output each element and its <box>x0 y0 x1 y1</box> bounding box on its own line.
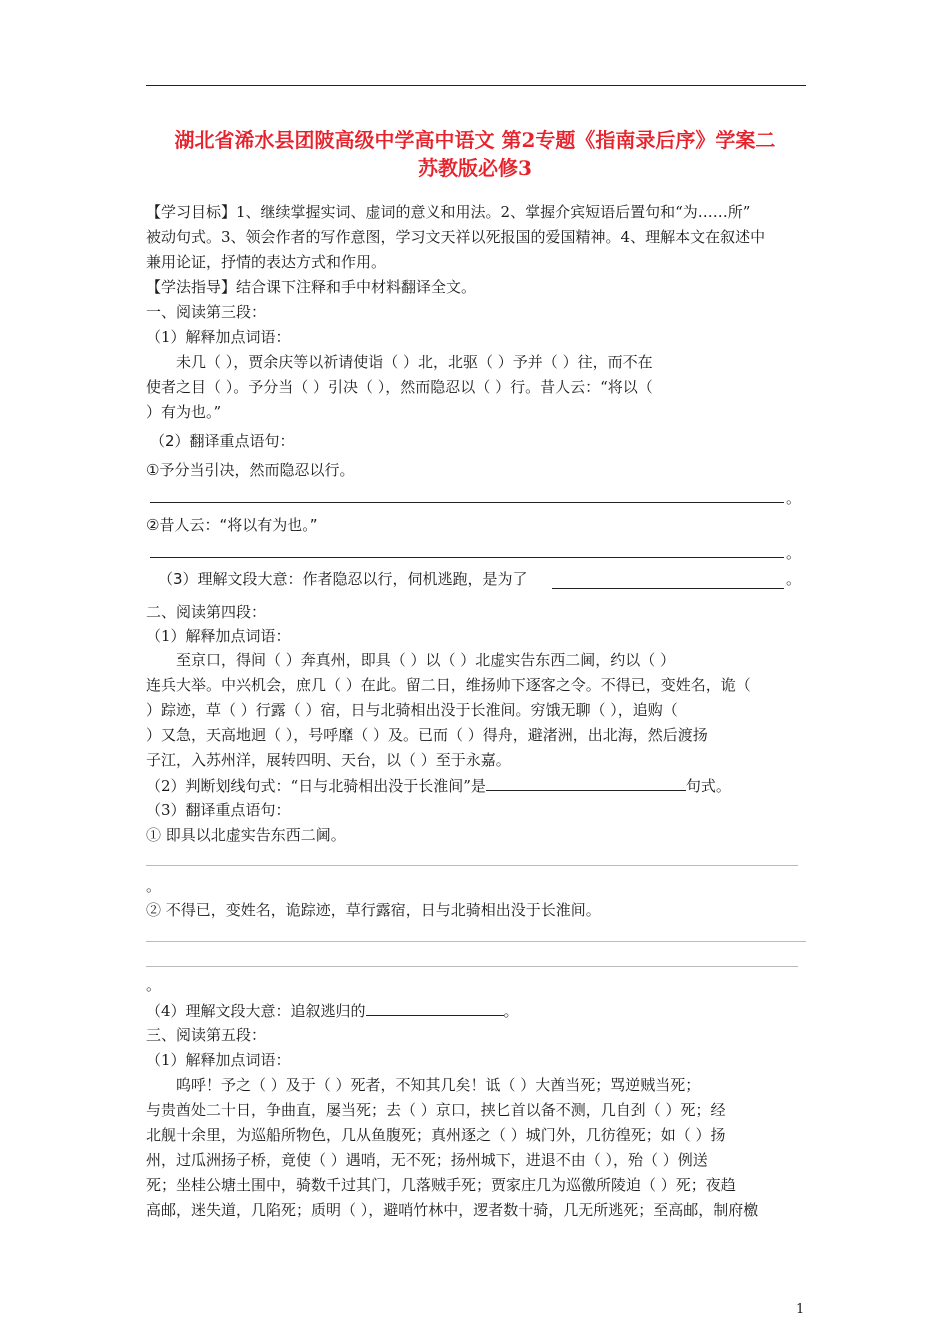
end-mark: 。 <box>786 489 802 507</box>
section1-sentence2: ②昔人云：“将以有为也。” <box>146 516 318 534</box>
section2-sentence1: ① 即具以北虚实告东西二阃。 <box>146 826 346 844</box>
section2-q3: （3）翻译重点语句： <box>146 801 291 819</box>
page-title-line1: 湖北省浠水县团陂高级中学高中语文 第2专题《指南录后序》学案二 <box>174 128 776 152</box>
end-mark: 。 <box>146 877 162 895</box>
end-mark: 。 <box>146 976 162 994</box>
section2-q2 <box>146 774 731 797</box>
section3-passage-line3: 北舰十余里，为巡船所物色，几从鱼腹死；真州逐之（ ）城门外，几彷徨死；如（ ）扬 <box>146 1126 726 1144</box>
section2-passage-line5: 子江，入苏州洋，展转四明、天台，以（ ）至于永嘉。 <box>146 751 511 769</box>
end-mark: 。 <box>503 1002 519 1020</box>
answer-line[interactable] <box>146 865 798 866</box>
learning-goals-line3: 兼用论证，抒情的表达方式和作用。 <box>146 253 387 271</box>
section1-q3: （3）理解文段大意：作者隐忍以行，伺机逃跑，是为了 <box>158 570 528 588</box>
section2-passage-line4: ）又急，天高地迥（ ），号呼靡（ ）及。已而（ ）得舟，避渚洲，出北海，然后渡扬 <box>146 726 708 744</box>
section1-heading: 一、阅读第三段： <box>146 303 267 321</box>
section2-q4 <box>146 999 519 1022</box>
section1-passage-line3: ）有为也。” <box>146 403 222 421</box>
section2-passage-line2: 连兵大举。中兴机会，庶几（ ）在此。留二日，维扬帅下逐客之令。不得已，变姓名，诡（ <box>146 676 751 694</box>
page-number: 1 <box>796 1302 805 1317</box>
section2-q2-suffix: 句式。 <box>685 777 731 795</box>
section3-passage-line5: 死；坐桂公塘土围中，骑数千过其门，几落贼手死；贾家庄几为巡徼所陵迫（ ）死；夜趋 <box>146 1176 736 1194</box>
section3-passage-line6: 高邮，迷失道，几陷死；质明（ ），避哨竹林中，逻者数十骑，几无所逃死；至高邮，制府檄 <box>146 1201 759 1219</box>
learning-goals-line2: 被动句式。3、领会作者的写作意图，学习文天祥以死报国的爱国精神。4、理解本文在叙述中 <box>146 228 766 246</box>
answer-line[interactable] <box>146 941 806 942</box>
section2-q1: （1）解释加点词语： <box>146 627 291 645</box>
study-guide: 【学法指导】结合课下注释和手中材料翻译全文。 <box>146 278 477 296</box>
section3-passage-line4: 州，过瓜洲扬子桥，竟使（ ）遇哨，无不死；扬州城下，进退不由（ ），殆（ ）例送 <box>146 1151 708 1169</box>
page-title-line2: 苏教版必修3 <box>418 156 532 180</box>
answer-line[interactable] <box>150 557 784 558</box>
section2-sentence2: ② 不得已，变姓名，诡踪迹，草行露宿，日与北骑相出没于长淮间。 <box>146 901 601 919</box>
section2-q4-text: （4）理解文段大意：追叙逃归的 <box>146 1002 366 1020</box>
section3-heading: 三、阅读第五段： <box>146 1026 267 1044</box>
section2-q2-text: （2）判断划线句式：“日与北骑相出没于长淮间”是 <box>146 777 486 795</box>
end-mark: 。 <box>786 544 802 562</box>
answer-line[interactable] <box>146 966 798 967</box>
section3-q1: （1）解释加点词语： <box>146 1051 291 1069</box>
answer-blank[interactable] <box>366 999 504 1016</box>
section2-passage-line3: ）踪迹，草（ ）行露（ ）宿，日与北骑相出没于长淮间。穷饿无聊（ ），追购（ <box>146 701 678 719</box>
section2-passage-line1: 至京口，得间（ ）奔真州，即具（ ）以（ ）北虚实告东西二阃，约以（ ） <box>176 651 676 669</box>
section1-q2: （2）翻译重点语句： <box>150 432 295 450</box>
learning-goals-line1: 【学习目标】1、继续掌握实词、虚词的意义和用法。2、掌握介宾短语后置句和“为……所” <box>146 203 751 221</box>
section1-sentence1: ①予分当引决，然而隐忍以行。 <box>146 461 355 479</box>
section3-passage-line1: 呜呼！予之（ ）及于（ ）死者，不知其几矣！诋（ ）大酋当死；骂逆贼当死； <box>176 1076 701 1094</box>
end-mark: 。 <box>786 570 802 588</box>
section1-q1: （1）解释加点词语： <box>146 328 291 346</box>
section1-passage-line1: 未几（ ），贾余庆等以祈请使诣（ ）北，北驱（ ）予并（ ）往，而不在 <box>176 353 653 371</box>
answer-line[interactable] <box>150 502 784 503</box>
answer-line[interactable] <box>552 588 784 589</box>
section1-passage-line2: 使者之目（ ）。予分当（ ）引决（ ），然而隐忍以（ ）行。昔人云：“将以（ <box>146 378 653 396</box>
header-rule <box>146 85 806 86</box>
section2-heading: 二、阅读第四段： <box>146 603 267 621</box>
section3-passage-line2: 与贵酋处二十日，争曲直，屡当死；去（ ）京口，挟匕首以备不测，几自刭（ ）死；经 <box>146 1101 726 1119</box>
answer-blank[interactable] <box>486 774 686 791</box>
